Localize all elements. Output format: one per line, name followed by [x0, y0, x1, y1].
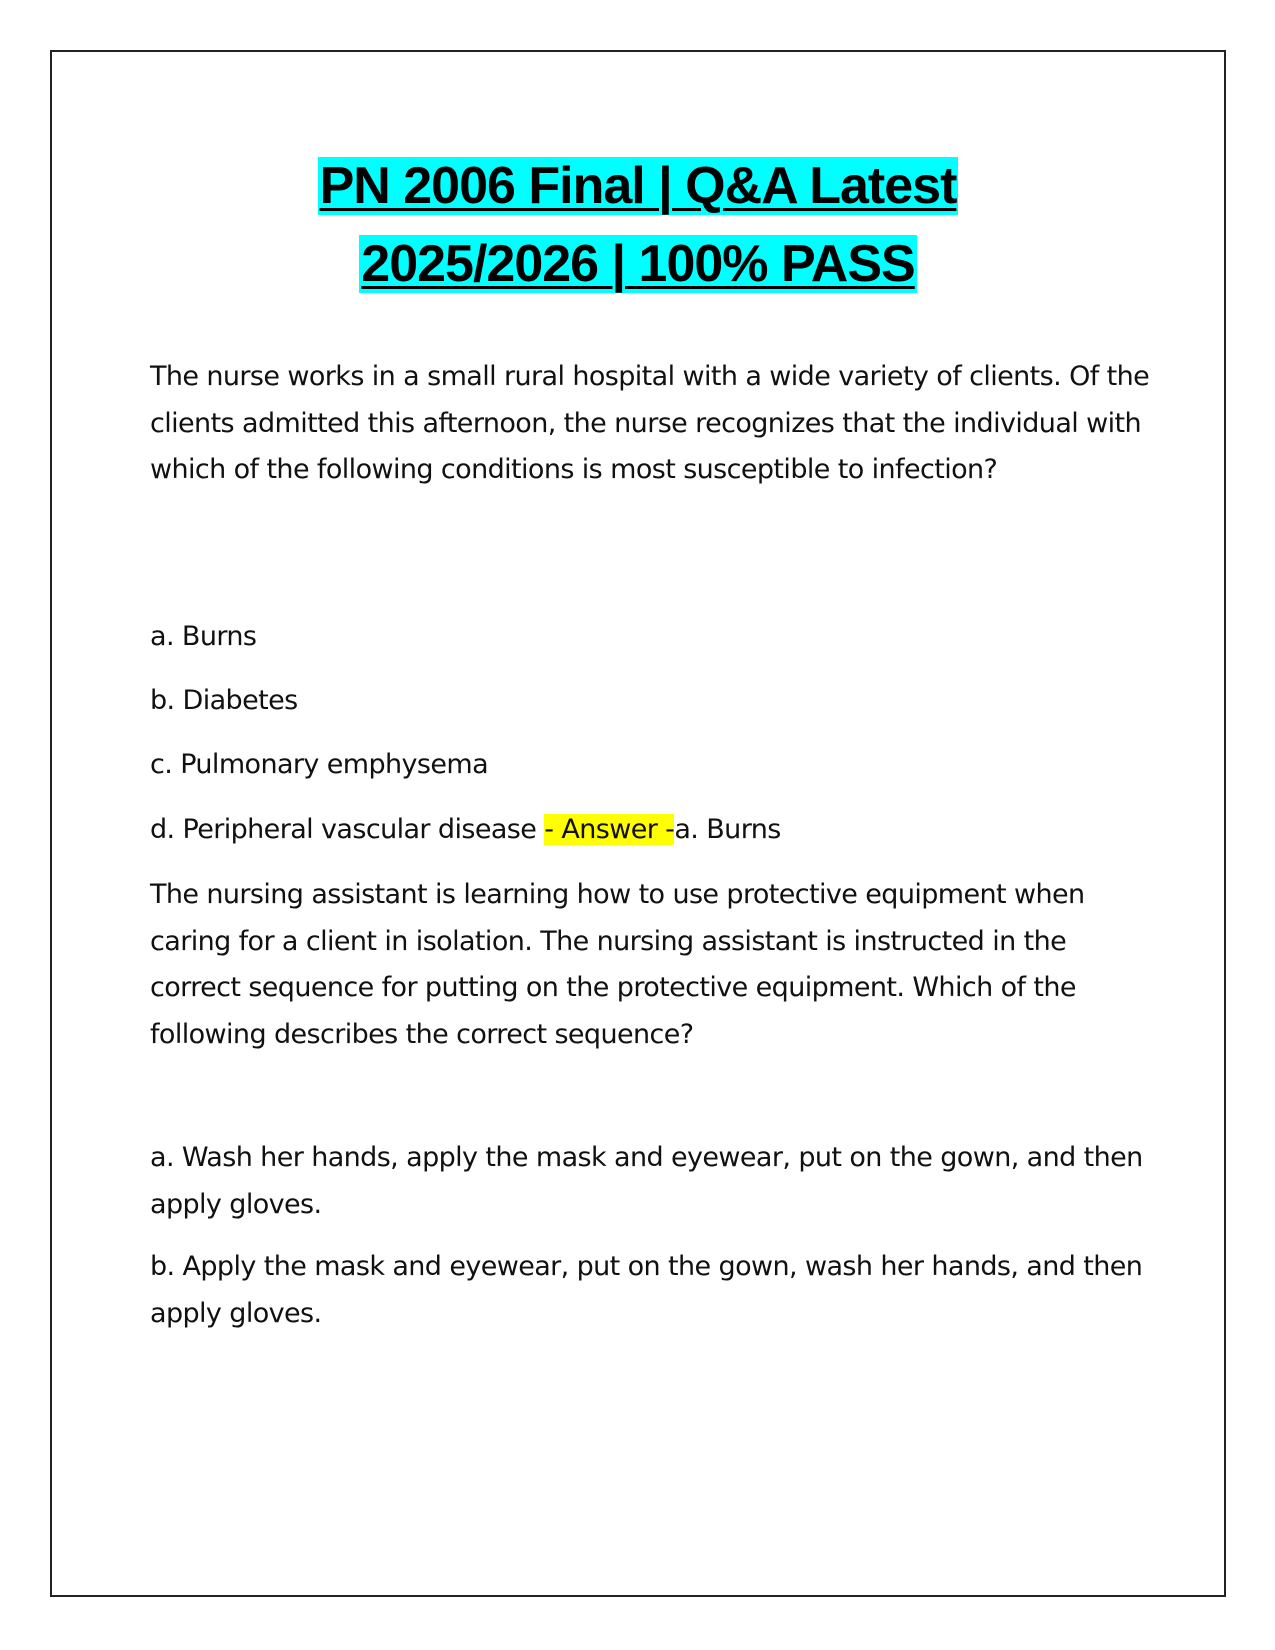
title-line-1: PN 2006 Final | Q&A Latest	[319, 157, 957, 215]
question-2-option-a: a. Wash her hands, apply the mask and eyewear, put on the gown, and then apply gloves.	[150, 1142, 1143, 1220]
answer-label: - Answer -	[544, 814, 675, 845]
option-d-text: d. Peripheral vascular disease	[150, 814, 545, 845]
answer-value: a. Burns	[674, 814, 781, 845]
question-1-option-a: a. Burns	[150, 621, 257, 652]
question-1-text: The nurse works in a small rural hospital with a wide variety of clients. Of the clients admitted this afternoon, the nurse recognizes that the individual with which of the following conditions is most susceptible to infection?	[150, 361, 1150, 485]
question-2-text: The nursing assistant is learning how to use protective equipment when caring for a client in isolation. The nursing assistant is instructed in the correct sequence for putting on the protective equipment. Which of the following describes the correct sequence?	[150, 879, 1085, 1050]
question-1-option-c: c. Pulmonary emphysema	[150, 749, 489, 780]
question-2-option-b: b. Apply the mask and eyewear, put on the gown, wash her hands, and then apply gloves.	[150, 1251, 1143, 1329]
question-1-option-d	[150, 810, 1150, 850]
question-1-option-b: b. Diabetes	[150, 685, 298, 716]
title-line-2: 2025/2026 | 100% PASS	[361, 235, 915, 293]
document-title	[120, 147, 1156, 303]
